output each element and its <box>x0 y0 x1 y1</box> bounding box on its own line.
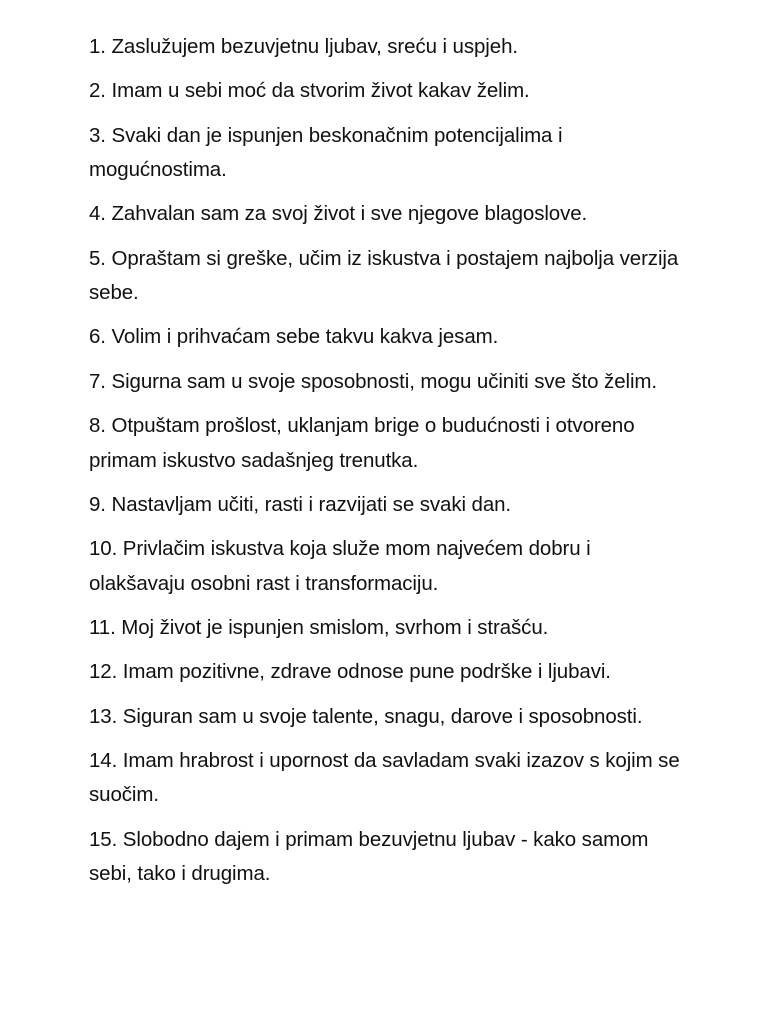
affirmation-item-5: 5. Opraštam si greške, učim iz iskustva i postajem najbolja verzija sebe. <box>89 246 679 305</box>
affirmation-item-9: 9. Nastavljam učiti, rasti i razvijati se svaki dan. <box>89 492 512 516</box>
affirmation-item-2: 2. Imam u sebi moć da stvorim život kakav želim. <box>89 79 530 103</box>
affirmation-item-14: 14. Imam hrabrost i upornost da savladam svaki izazov s kojim se suočim. <box>89 748 680 807</box>
affirmation-item-13: 13. Siguran sam u svoje talente, snagu, darove i sposobnosti. <box>89 704 643 728</box>
affirmation-item-8: 8. Otpuštam prošlost, uklanjam brige o budućnosti i otvoreno primam iskustvo sadašnjeg trenutka. <box>89 414 635 472</box>
affirmation-item-1: 1. Zaslužujem bezuvjetnu ljubav, sreću i uspjeh. <box>89 35 518 58</box>
affirmation-list <box>89 30 689 901</box>
affirmation-item-10: 10. Privlačim iskustva koja služe mom najvećem dobru i olakšavaju osobni rast i transformaciju. <box>89 537 591 595</box>
affirmation-item-3: 3. Svaki dan je ispunjen beskonačnim potencijalima i mogućnostima. <box>89 123 563 182</box>
affirmation-item-6: 6. Volim i prihvaćam sebe takvu kakva jesam. <box>89 325 499 349</box>
affirmation-item-12: 12. Imam pozitivne, zdrave odnose pune podrške i ljubavi. <box>89 660 611 684</box>
affirmation-item-15: 15. Slobodno dajem i primam bezuvjetnu ljubav - kako samom sebi, tako i drugima. <box>89 827 649 886</box>
affirmation-item-4: 4. Zahvalan sam za svoj život i sve njegove blagoslove. <box>89 202 588 226</box>
affirmation-item-11: 11. Moj život je ispunjen smislom, svrhom i strašću. <box>89 615 549 639</box>
affirmation-item-7: 7. Sigurna sam u svoje sposobnosti, mogu učiniti sve što želim. <box>89 369 657 393</box>
